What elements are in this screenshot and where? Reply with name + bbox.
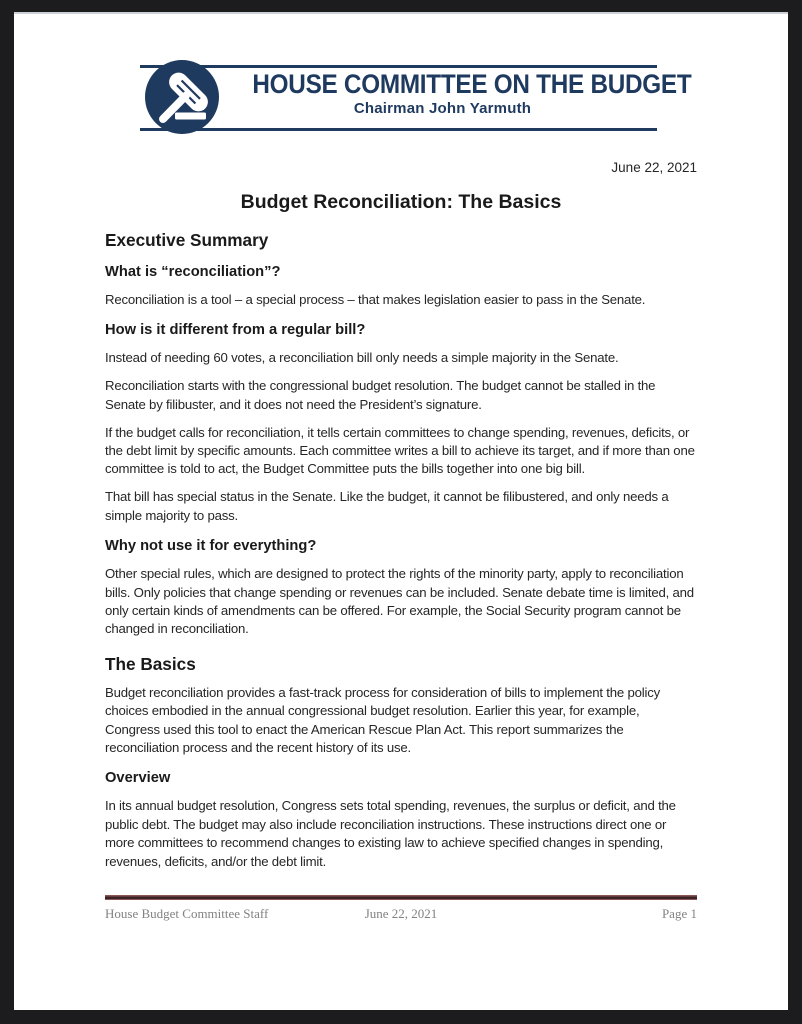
paragraph: Budget reconciliation provides a fast-track process for consideration of bills to implement the policy choices embodied in the annual congressional budget resolution. Earlier this year, for example, Congress used this tool to enact the American Rescue Plan Act. This report summarizes the reconciliation process and the recent history of its use.	[105, 684, 661, 755]
section-heading: Executive Summary	[105, 230, 269, 250]
chairman-name: Chairman John Yarmuth	[353, 100, 532, 117]
gavel-icon	[145, 60, 219, 134]
paragraph: If the budget calls for reconciliation, it tells certain committees to change spending, revenues, deficits, or the debt limit by specific amounts. Each committee writes a bill to achieve its target, and if more than one committee is told to act, the Budget Committee puts the bills together into one big bill.	[105, 424, 695, 477]
footer-rule	[105, 895, 697, 900]
paragraph: Reconciliation starts with the congressional budget resolution. The budget cannot be stalled in the Senate by filibuster, and it does not need the President’s signature.	[105, 378, 656, 412]
footer-page-number: Page 1	[661, 906, 697, 921]
footer-author: House Budget Committee Staff	[105, 906, 269, 921]
section-heading: Why not use it for everything?	[105, 538, 317, 555]
banner-text	[228, 69, 692, 118]
section-heading: The Basics	[105, 653, 196, 674]
page-title: Budget Reconciliation: The Basics	[240, 191, 562, 213]
footer-date: June 22, 2021	[364, 906, 438, 921]
paragraph: That bill has special status in the Senate. Like the budget, it cannot be filibustered, and only needs a simple majority to pass.	[105, 489, 669, 523]
footer-row	[105, 905, 697, 922]
paragraph: Other special rules, which are designed to protect the rights of the minority party, apply to reconciliation bills. Only policies that change spending or revenues can be included. Senate debate time is limited, and only certain kinds of amendments can be offered. For example, the Social Security program cannot be changed in reconciliation.	[105, 566, 694, 637]
section-heading: Overview	[105, 770, 171, 787]
document-page	[14, 12, 788, 1010]
paragraph: Reconciliation is a tool – a special process – that makes legislation easier to pass in the Senate.	[105, 292, 646, 307]
committee-banner	[140, 60, 692, 140]
paragraph: In its annual budget resolution, Congress sets total spending, revenues, the surplus or deficit, and the public debt. The budget may also include reconciliation instructions. These instructions direct one or more committees to recommend changes to existing law to achieve specified changes in spending, revenues, deficits, and/or the debt limit.	[105, 798, 676, 869]
paragraph: Instead of needing 60 votes, a reconciliation bill only needs a simple majority in the Senate.	[105, 350, 619, 366]
committee-name: HOUSE COMMITTEE ON THE BUDGET	[252, 69, 692, 99]
document-body	[105, 229, 697, 871]
section-heading: How is it different from a regular bill?	[105, 322, 366, 339]
document-date: June 22, 2021	[611, 160, 697, 175]
page-footer	[105, 895, 697, 922]
section-heading: What is “reconciliation”?	[105, 264, 281, 280]
